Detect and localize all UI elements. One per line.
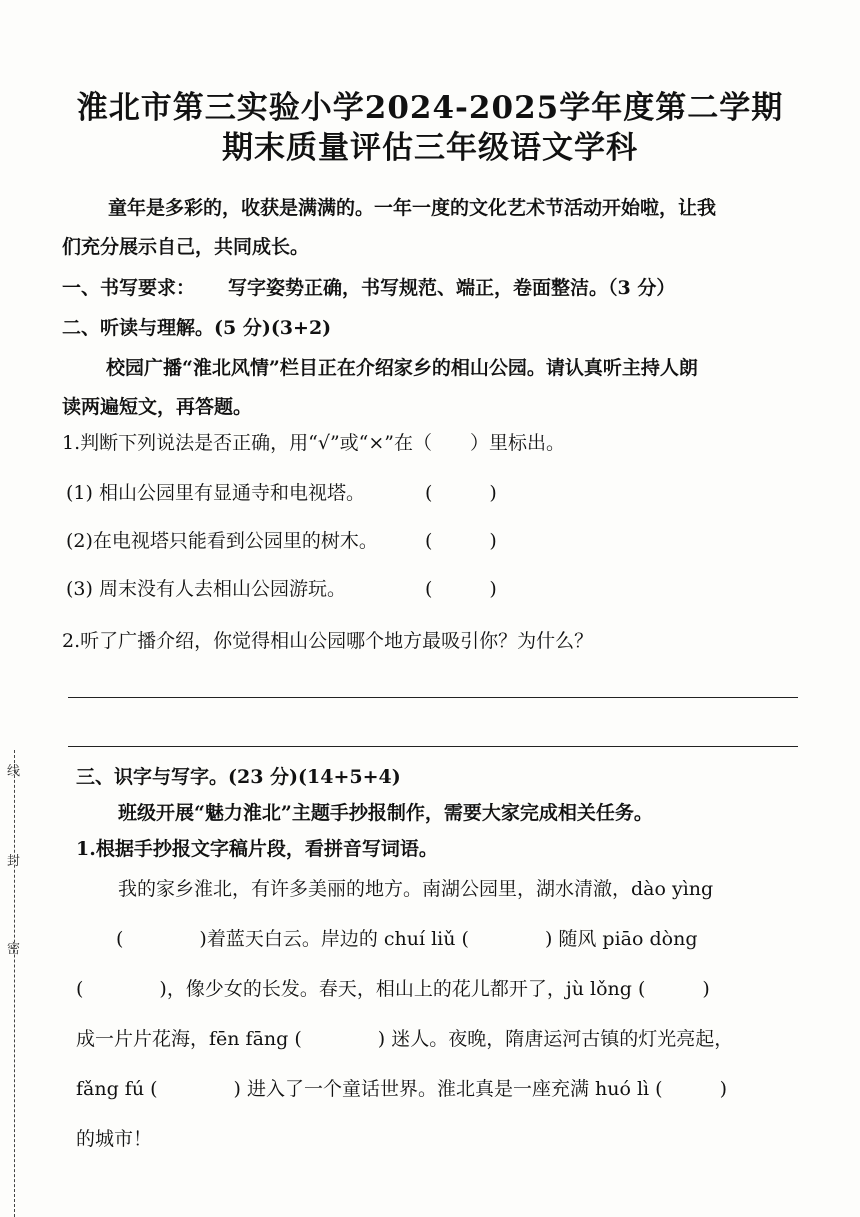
intro-line2: 们充分展示自己，共同成长。 bbox=[62, 236, 310, 258]
judgement-item-2-text: (2)在电视塔只能看到公园里的树木。 bbox=[66, 530, 378, 552]
section1-text: 写字姿势正确，书写规范、端正，卷面整洁。（3 分） bbox=[228, 277, 676, 299]
answer-line-2[interactable] bbox=[68, 746, 798, 747]
passage-line-3: ( )，像少女的长发。春天，相山上的花儿都开了，jù lǒng ( ) bbox=[76, 978, 710, 1000]
binding-mark-xian: 线 bbox=[7, 764, 21, 779]
judgement-item-3-blank: ( ) bbox=[425, 578, 497, 600]
section2-heading: 二、听读与理解。(5 分)(3+2) bbox=[62, 317, 332, 339]
binding-dashed-line bbox=[14, 750, 15, 1217]
binding-mark-mi: 密 bbox=[7, 942, 21, 957]
section3-heading: 三、识字与写字。(23 分)(14+5+4) bbox=[76, 766, 401, 788]
binding-mark-feng: 封 bbox=[7, 854, 21, 869]
intro-line1: 童年是多彩的，收获是满满的。一年一度的文化艺术节活动开始啦，让我 bbox=[108, 197, 717, 219]
exam-title-line2: 期末质量评估三年级语文学科 bbox=[222, 130, 638, 166]
passage-line-6: 的城市！ bbox=[76, 1128, 153, 1150]
answer-line-1[interactable] bbox=[68, 697, 798, 698]
judgement-item-2-blank: ( ) bbox=[425, 530, 497, 552]
section2-intro-line2: 读两遍短文，再答题。 bbox=[62, 396, 253, 418]
passage-line-1: 我的家乡淮北，有许多美丽的地方。南湖公园里，湖水清澈，dào yìng bbox=[118, 878, 714, 900]
section2-intro-line1: 校园广播“淮北风情”栏目正在介绍家乡的相山公园。请认真听主持人朗 bbox=[106, 357, 698, 379]
exam-title-line1: 淮北市第三实验小学2024-2025学年度第二学期 bbox=[76, 90, 784, 126]
passage-line-4: 成一片片花海，fēn fāng ( ) 迷人。夜晚，隋唐运河古镇的灯光亮起， bbox=[76, 1028, 734, 1050]
passage-line-2: ( )着蓝天白云。岸边的 chuí liǔ ( ) 随风 piāo dòng bbox=[116, 928, 698, 950]
judgement-item-1-text: (1) 相山公园里有显通寺和电视塔。 bbox=[66, 482, 365, 504]
section2-question1: 1.判断下列说法是否正确，用“√”或“×”在（ ）里标出。 bbox=[62, 432, 566, 454]
section1-heading: 一、书写要求： bbox=[62, 277, 196, 299]
section3-intro: 班级开展“魅力淮北”主题手抄报制作，需要大家完成相关任务。 bbox=[118, 802, 653, 824]
section2-question2: 2.听了广播介绍，你觉得相山公园哪个地方最吸引你？为什么？ bbox=[62, 630, 594, 652]
judgement-item-1-blank: ( ) bbox=[425, 482, 497, 504]
judgement-item-3-text: (3) 周末没有人去相山公园游玩。 bbox=[66, 578, 346, 600]
passage-line-5: fǎng fú ( ) 进入了一个童话世界。淮北真是一座充满 huó lì ( ) bbox=[76, 1078, 727, 1100]
section3-question1: 1.根据手抄报文字稿片段，看拼音写词语。 bbox=[76, 838, 438, 860]
